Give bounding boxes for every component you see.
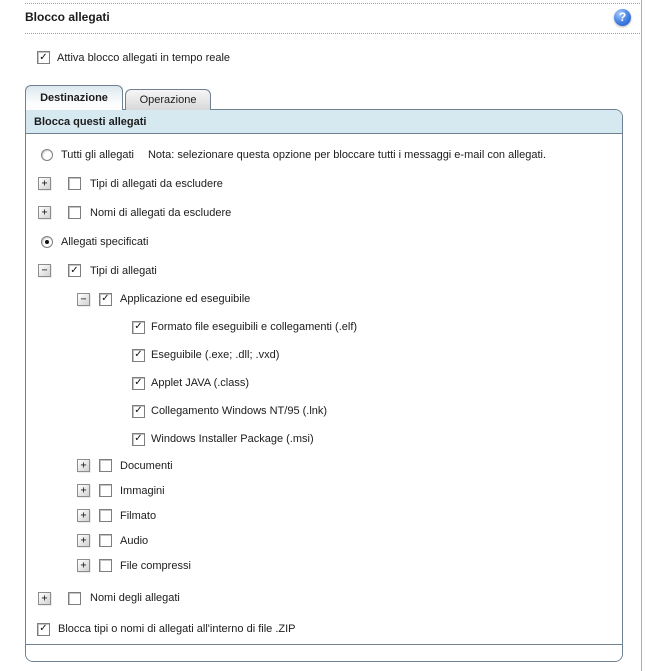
row-label: Documenti bbox=[120, 459, 173, 472]
checkbox[interactable] bbox=[68, 206, 81, 219]
row-label: Windows Installer Package (.msi) bbox=[151, 433, 314, 446]
enable-realtime-checkbox[interactable]: ✓ bbox=[37, 51, 50, 64]
checkbox[interactable]: ✓ bbox=[68, 264, 81, 277]
checkbox[interactable]: ✓ bbox=[99, 293, 112, 306]
checkbox[interactable]: ✓ bbox=[132, 433, 145, 446]
checkbox[interactable] bbox=[68, 177, 81, 190]
row-label: File compressi bbox=[120, 559, 191, 572]
divider-under-title bbox=[25, 33, 640, 34]
checkbox[interactable] bbox=[99, 509, 112, 522]
block-attachments-panel bbox=[25, 109, 623, 662]
collapse-button[interactable]: − bbox=[38, 264, 51, 277]
row-label: Tipi di allegati da escludere bbox=[90, 177, 223, 190]
row-label: Blocca tipi o nomi di allegati all'interno di file .ZIP bbox=[58, 623, 296, 636]
tree-row bbox=[26, 614, 622, 644]
page-title: Blocco allegati bbox=[25, 10, 110, 24]
expand-button[interactable]: + bbox=[77, 484, 90, 497]
checkbox[interactable]: ✓ bbox=[37, 623, 50, 636]
row-label: Nomi degli allegati bbox=[90, 592, 180, 605]
checkbox[interactable]: ✓ bbox=[132, 377, 145, 390]
tree-row bbox=[26, 313, 622, 341]
tree-row bbox=[26, 140, 622, 169]
row-label: Nomi di allegati da escludere bbox=[90, 206, 232, 219]
divider-top bbox=[25, 3, 640, 4]
tab-destinazione[interactable] bbox=[25, 85, 123, 110]
expand-button[interactable]: + bbox=[77, 459, 90, 472]
row-note: Nota: selezionare questa opzione per bloccare tutti i messaggi e-mail con allegati. bbox=[147, 148, 547, 161]
collapse-button[interactable]: − bbox=[77, 293, 90, 306]
tree-row bbox=[26, 584, 622, 612]
row-label: Applicazione ed eseguibile bbox=[120, 293, 251, 306]
row-label: Formato file eseguibili e collegamenti (.elf) bbox=[151, 321, 358, 334]
row-label: Audio bbox=[120, 534, 149, 547]
tab-operazione-label: Operazione bbox=[139, 94, 197, 106]
tab-destinazione-label: Destinazione bbox=[40, 92, 108, 104]
tree-row bbox=[26, 227, 622, 256]
help-icon[interactable]: ? bbox=[614, 9, 631, 26]
panel-header-label: Blocca questi allegati bbox=[34, 115, 147, 128]
tree-row bbox=[26, 453, 622, 478]
tab-operazione[interactable] bbox=[125, 89, 211, 110]
row-label: Allegati specificati bbox=[61, 235, 149, 248]
checkbox[interactable] bbox=[99, 534, 112, 547]
row-label: Tipi di allegati bbox=[90, 264, 157, 277]
checkbox[interactable]: ✓ bbox=[132, 349, 145, 362]
checkbox[interactable] bbox=[99, 484, 112, 497]
tree-row bbox=[26, 285, 622, 313]
checkbox[interactable] bbox=[99, 459, 112, 472]
tree-row bbox=[26, 256, 622, 285]
row-label: Immagini bbox=[120, 484, 165, 497]
tree-row bbox=[26, 198, 622, 227]
expand-button[interactable]: + bbox=[38, 206, 51, 219]
tree-row bbox=[26, 553, 622, 578]
radio-button[interactable] bbox=[41, 149, 53, 161]
panel-footer bbox=[26, 644, 622, 661]
tree-row bbox=[26, 503, 622, 528]
panel-header bbox=[26, 110, 622, 134]
tree-row bbox=[26, 169, 622, 198]
expand-button[interactable]: + bbox=[38, 177, 51, 190]
tree-row bbox=[26, 478, 622, 503]
expand-button[interactable]: + bbox=[38, 592, 51, 605]
row-label: Eseguibile (.exe; .dll; .vxd) bbox=[151, 349, 280, 362]
row-label: Applet JAVA (.class) bbox=[151, 377, 250, 390]
row-label: Tutti gli allegati bbox=[61, 148, 134, 161]
panel-body bbox=[26, 134, 622, 644]
checkbox[interactable]: ✓ bbox=[132, 405, 145, 418]
enable-realtime-row bbox=[37, 51, 230, 64]
content-right-border bbox=[641, 0, 642, 671]
expand-button[interactable]: + bbox=[77, 559, 90, 572]
checkbox[interactable] bbox=[99, 559, 112, 572]
tree-row bbox=[26, 528, 622, 553]
tree-row bbox=[26, 369, 622, 397]
expand-button[interactable]: + bbox=[77, 509, 90, 522]
tree-row bbox=[26, 341, 622, 369]
checkbox[interactable] bbox=[68, 592, 81, 605]
tree-row bbox=[26, 425, 622, 453]
tree-row bbox=[26, 397, 622, 425]
row-label: Filmato bbox=[120, 509, 157, 522]
tab-bar bbox=[25, 85, 211, 110]
enable-realtime-label: Attiva blocco allegati in tempo reale bbox=[57, 51, 231, 64]
checkbox[interactable]: ✓ bbox=[132, 321, 145, 334]
expand-button[interactable]: + bbox=[77, 534, 90, 547]
radio-button[interactable] bbox=[41, 236, 53, 248]
row-label: Collegamento Windows NT/95 (.lnk) bbox=[151, 405, 328, 418]
